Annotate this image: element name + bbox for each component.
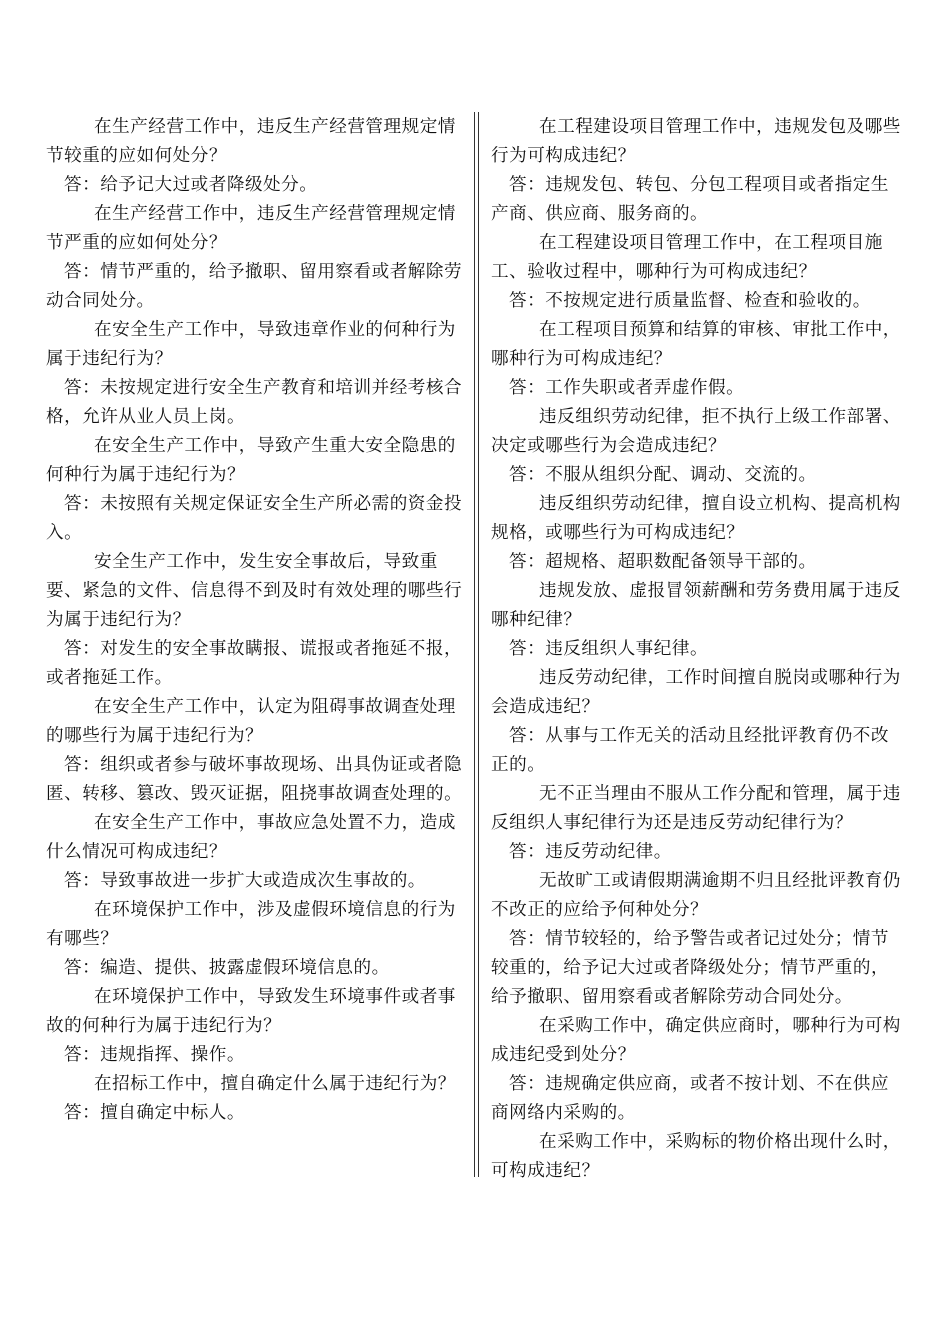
question: 在安全生产工作中，导致违章作业的何种行为属于违纪行为？ — [46, 320, 456, 369]
qa-item — [46, 693, 464, 809]
qa-item — [491, 113, 907, 229]
question: 在采购工作中，确定供应商时，哪种行为可构成违纪受到处分？ — [491, 1016, 901, 1065]
answer: 答：编造、提供、披露虚假环境信息的。 — [64, 958, 390, 978]
qa-item — [46, 983, 464, 1070]
left-column — [46, 113, 464, 1128]
answer: 答：违反劳动纪律。 — [509, 842, 672, 862]
qa-item — [46, 113, 464, 200]
question: 在工程建设项目管理工作中，违规发包及哪些行为可构成违纪？ — [491, 117, 901, 166]
question: 在环境保护工作中，涉及虚假环境信息的行为有哪些？ — [46, 900, 456, 949]
question: 在安全生产工作中，事故应急处置不力，造成什么情况可构成违纪？ — [46, 813, 456, 862]
qa-item — [46, 896, 464, 983]
qa-item — [491, 316, 907, 403]
answer: 答：超规格、超职数配备领导干部的。 — [509, 552, 817, 572]
qa-item — [491, 577, 907, 664]
question: 在采购工作中，采购标的物价格出现什么时，可构成违纪？ — [491, 1132, 901, 1181]
qa-item — [46, 548, 464, 693]
qa-item — [46, 432, 464, 548]
question: 在招标工作中，擅自确定什么属于违纪行为？ — [94, 1074, 456, 1094]
answer: 答：对发生的安全事故瞒报、谎报或者拖延不报，或者拖延工作。 — [46, 639, 463, 688]
qa-item — [491, 780, 907, 867]
answer: 答：违规发包、转包、分包工程项目或者指定生产商、供应商、服务商的。 — [491, 175, 889, 224]
qa-item — [491, 867, 907, 1012]
right-column — [491, 113, 907, 1186]
question: 在生产经营工作中，违反生产经营管理规定情节严重的应如何处分？ — [46, 204, 456, 253]
question: 违反组织劳动纪律，擅自设立机构、提高机构规格，或哪些行为可构成违纪？ — [491, 494, 901, 543]
answer: 答：不按规定进行质量监督、检查和验收的。 — [509, 291, 871, 311]
question: 违规发放、虚报冒领薪酬和劳务费用属于违反哪种纪律？ — [491, 581, 901, 630]
question: 违反劳动纪律，工作时间擅自脱岗或哪种行为会造成违纪？ — [491, 668, 901, 717]
qa-item — [46, 809, 464, 896]
question: 违反组织劳动纪律，拒不执行上级工作部署、决定或哪些行为会造成违纪？ — [491, 407, 901, 456]
question: 在工程项目预算和结算的审核、审批工作中，哪种行为可构成违纪？ — [491, 320, 901, 369]
question: 无不正当理由不服从工作分配和管理，属于违反组织人事纪律行为还是违反劳动纪律行为？ — [491, 784, 901, 833]
qa-item — [491, 403, 907, 490]
question: 安全生产工作中，发生安全事故后，导致重要、紧急的文件、信息得不到及时有效处理的哪些行为属于违纪行为？ — [46, 552, 463, 630]
answer: 答：不服从组织分配、调动、交流的。 — [509, 465, 817, 485]
qa-item — [491, 490, 907, 577]
qa-item — [491, 229, 907, 316]
qa-item — [46, 316, 464, 432]
answer: 答：从事与工作无关的活动且经批评教育仍不改正的。 — [491, 726, 889, 775]
column-divider — [474, 112, 479, 1177]
answer: 答：给予记大过或者降级处分。 — [64, 175, 318, 195]
qa-item — [491, 1128, 907, 1186]
answer: 答：未按照有关规定保证安全生产所必需的资金投入。 — [46, 494, 463, 543]
answer: 答：情节较轻的，给予警告或者记过处分；情节较重的，给予记大过或者降级处分；情节严重的，给予撤职、留用察看或者解除劳动合同处分。 — [491, 929, 890, 1007]
answer: 答：违规指挥、操作。 — [64, 1045, 245, 1065]
answer: 答：违反组织人事纪律。 — [509, 639, 709, 659]
answer: 答：情节严重的，给予撤职、留用察看或者解除劳动合同处分。 — [46, 262, 463, 311]
question: 在环境保护工作中，导致发生环境事件或者事故的何种行为属于违纪行为？ — [46, 987, 456, 1036]
qa-item — [491, 664, 907, 780]
answer: 答：工作失职或者弄虚作假。 — [509, 378, 745, 398]
question: 在生产经营工作中，违反生产经营管理规定情节较重的应如何处分？ — [46, 117, 456, 166]
qa-item — [491, 1012, 907, 1128]
question: 无故旷工或请假期满逾期不归且经批评教育仍不改正的应给予何种处分？ — [491, 871, 901, 920]
question: 在安全生产工作中，导致产生重大安全隐患的何种行为属于违纪行为？ — [46, 436, 456, 485]
answer: 答：擅自确定中标人。 — [64, 1103, 245, 1123]
answer: 答：未按规定进行安全生产教育和培训并经考核合格，允许从业人员上岗。 — [46, 378, 463, 427]
answer: 答：组织或者参与破坏事故现场、出具伪证或者隐匿、转移、篡改、毁灭证据，阻挠事故调查处理的。 — [46, 755, 463, 804]
answer: 答：导致事故进一步扩大或造成次生事故的。 — [64, 871, 426, 891]
answer: 答：违规确定供应商，或者不按计划、不在供应商网络内采购的。 — [491, 1074, 889, 1123]
question: 在工程建设项目管理工作中，在工程项目施工、验收过程中，哪种行为可构成违纪？ — [491, 233, 883, 282]
qa-item — [46, 200, 464, 316]
qa-item — [46, 1070, 464, 1128]
question: 在安全生产工作中，认定为阻碍事故调查处理的哪些行为属于违纪行为？ — [46, 697, 456, 746]
